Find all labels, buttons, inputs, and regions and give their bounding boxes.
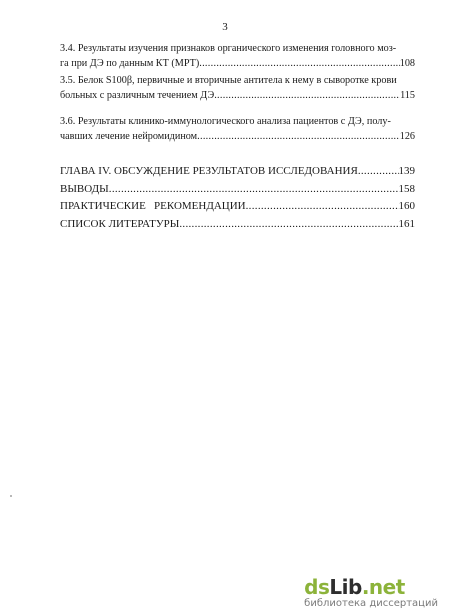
toc-entry-leader-line — [60, 129, 415, 144]
toc-entry-page: 126 — [399, 131, 415, 142]
watermark-logo — [304, 576, 438, 598]
toc-entry-page: 115 — [400, 90, 415, 101]
dot-leader — [246, 198, 399, 216]
toc-entry-title-cont: больных с различным течением ДЭ — [60, 90, 215, 101]
toc-chapter-title: СПИСОК ЛИТЕРАТУРЫ — [60, 218, 180, 231]
toc-chapter-page: 158 — [398, 182, 415, 195]
page-number: 3 — [222, 21, 228, 33]
toc-chapter-title: ВЫВОДЫ — [60, 182, 109, 195]
toc-entry-3-6 — [60, 114, 415, 144]
toc-entry-title-cont: чавших лечение нейромидином — [60, 131, 198, 142]
logo-part-lib: Lib — [329, 575, 362, 599]
toc-chapter-entry — [60, 216, 415, 234]
toc-chapter-entry — [60, 181, 415, 199]
toc-entry-title-line: 3.6. Результаты клинико-иммунологического анализа пациентов с ДЭ, полу- — [60, 116, 391, 127]
toc-chapters — [60, 163, 415, 234]
toc-chapter-page: 161 — [398, 218, 415, 231]
scan-artifact — [10, 495, 12, 497]
logo-part-ds: ds — [304, 575, 330, 599]
toc-entry-title-cont: га при ДЭ по данным КТ (МРТ) — [60, 58, 200, 69]
toc-chapter-title: ГЛАВА IV. ОБСУЖДЕНИЕ РЕЗУЛЬТАТОВ ИССЛЕДОВАНИЯ — [60, 165, 358, 177]
toc-entry-title-line: 3.5. Белок S100β, первичные и вторичные антитела к нему в сыворотке крови — [60, 75, 397, 86]
dot-leader — [199, 56, 399, 71]
toc-entry-leader-line — [60, 88, 415, 103]
toc-entry-3-4 — [60, 41, 415, 71]
toc-entry-page: 108 — [399, 58, 415, 69]
dot-leader — [109, 181, 399, 199]
toc-chapter-title: ПРАКТИЧЕСКИЕ РЕКОМЕНДАЦИИ — [60, 200, 246, 213]
toc-entry-3-5 — [60, 73, 415, 103]
toc-entry-title-line: 3.4. Результаты изучения признаков органического изменения головного моз- — [60, 43, 397, 54]
toc-chapter-page: 139 — [398, 165, 415, 177]
watermark — [304, 576, 438, 610]
toc-chapter-entry — [60, 163, 415, 181]
watermark-subtitle: библиотека диссертаций — [304, 598, 438, 609]
dot-leader — [358, 163, 399, 181]
logo-part-net: .net — [361, 575, 405, 599]
dot-leader — [214, 88, 400, 103]
toc-chapter-page: 160 — [398, 200, 415, 213]
toc-chapter-entry — [60, 198, 415, 216]
dot-leader — [197, 129, 400, 144]
toc-entry-leader-line — [60, 56, 415, 71]
dot-leader — [179, 216, 398, 234]
